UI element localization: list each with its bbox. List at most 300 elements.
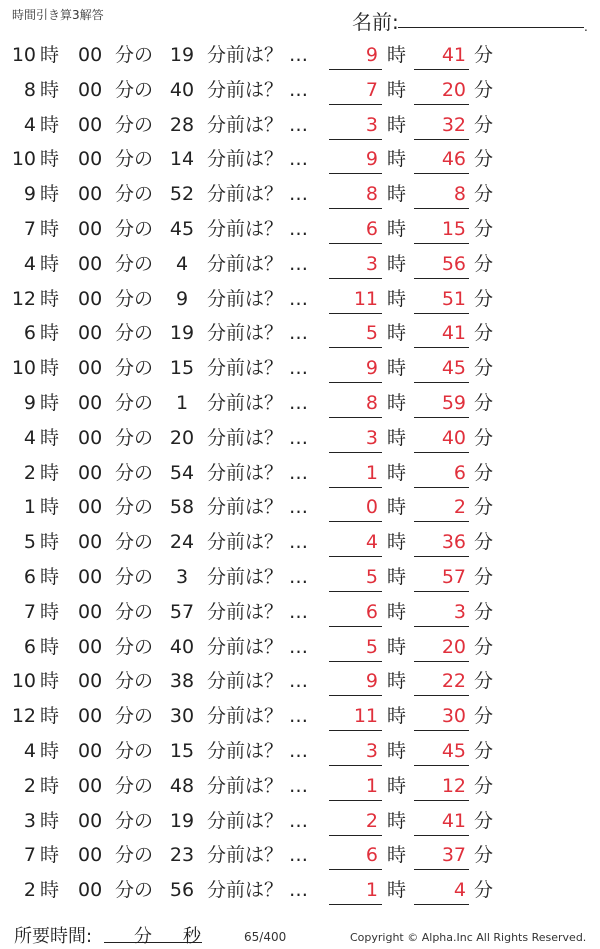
problem-row [0, 38, 600, 73]
start-minutes: 00 [78, 565, 103, 588]
start-minutes: 00 [78, 78, 103, 101]
answer-minutes[interactable]: 22 [441, 670, 466, 693]
answer-hour-line [329, 626, 382, 627]
answer-hour-unit: 時 [387, 391, 407, 414]
answer-minutes-unit: 分 [474, 705, 494, 728]
minutes-before: 4 [175, 252, 189, 275]
start-hour: 7 [23, 600, 36, 623]
question-suffix: 分前は？ … [207, 809, 309, 832]
time-minutes-label: 分 [134, 926, 152, 947]
answer-hour-line [329, 835, 382, 836]
start-hour: 12 [11, 287, 36, 310]
answer-hour-unit: 時 [387, 739, 407, 762]
start-hour: 2 [23, 774, 36, 797]
answer-minutes-unit: 分 [474, 391, 494, 414]
answer-minutes-unit: 分 [474, 217, 494, 240]
answer-minutes-line [414, 904, 469, 905]
answer-hour-unit: 時 [387, 565, 407, 588]
minutes-before: 28 [169, 113, 195, 136]
question-suffix: 分前は？ … [207, 879, 309, 902]
answer-hour[interactable]: 1 [365, 879, 378, 902]
answer-hour-unit: 時 [387, 322, 407, 345]
minutes-of-label: 分の [115, 739, 154, 762]
answer-hour[interactable]: 3 [365, 739, 378, 762]
time-taken-label: 所要時間: [14, 926, 93, 947]
answer-minutes[interactable]: 4 [453, 879, 466, 902]
start-minutes: 00 [78, 531, 103, 554]
question-suffix: 分前は？ … [207, 113, 309, 136]
start-hour: 9 [23, 183, 36, 206]
question-suffix: 分前は？ … [207, 705, 309, 728]
start-hour: 10 [11, 357, 36, 380]
hour-unit: 時 [40, 78, 60, 101]
minutes-of-label: 分の [115, 183, 154, 206]
problem-row [0, 769, 600, 804]
answer-minutes[interactable]: 51 [441, 287, 466, 310]
answer-minutes[interactable]: 37 [441, 844, 466, 867]
start-hour: 9 [23, 391, 36, 414]
answer-hour-unit: 時 [387, 461, 407, 484]
name-field-line[interactable] [398, 27, 584, 28]
answer-hour[interactable]: 5 [365, 635, 378, 658]
minutes-of-label: 分の [115, 670, 154, 693]
hour-unit: 時 [40, 774, 60, 797]
minutes-of-label: 分の [115, 531, 154, 554]
answer-minutes-unit: 分 [474, 531, 494, 554]
answer-hour-unit: 時 [387, 844, 407, 867]
minutes-before: 14 [169, 148, 195, 171]
answer-minutes-unit: 分 [474, 670, 494, 693]
hour-unit: 時 [40, 391, 60, 414]
answer-hour[interactable]: 9 [365, 148, 378, 171]
answer-hour[interactable]: 4 [365, 531, 378, 554]
minutes-of-label: 分の [115, 565, 154, 588]
minutes-of-label: 分の [115, 322, 154, 345]
answer-minutes-unit: 分 [474, 600, 494, 623]
answer-minutes-line [414, 730, 469, 731]
answer-minutes-unit: 分 [474, 879, 494, 902]
answer-hour-unit: 時 [387, 670, 407, 693]
answer-minutes-unit: 分 [474, 252, 494, 275]
minutes-before: 40 [169, 78, 195, 101]
answer-hour[interactable]: 3 [365, 426, 378, 449]
question-suffix: 分前は？ … [207, 148, 309, 171]
answer-hour-unit: 時 [387, 496, 407, 519]
start-hour: 4 [23, 739, 36, 762]
problem-row [0, 177, 600, 212]
minutes-before: 30 [169, 705, 195, 728]
answer-minutes-unit: 分 [474, 78, 494, 101]
problem-row [0, 873, 600, 908]
answer-minutes[interactable]: 2 [453, 496, 466, 519]
answer-hour[interactable]: 1 [365, 461, 378, 484]
answer-minutes[interactable]: 45 [441, 739, 466, 762]
hour-unit: 時 [40, 148, 60, 171]
answer-minutes-line [414, 661, 469, 662]
start-minutes: 00 [78, 322, 103, 345]
start-minutes: 00 [78, 391, 103, 414]
start-minutes: 00 [78, 287, 103, 310]
start-hour: 6 [23, 322, 36, 345]
answer-minutes-line [414, 104, 469, 105]
answer-minutes-line [414, 173, 469, 174]
question-suffix: 分前は？ … [207, 391, 309, 414]
problem-row [0, 664, 600, 699]
start-hour: 10 [11, 148, 36, 171]
answer-minutes-line [414, 313, 469, 314]
answer-minutes[interactable]: 15 [441, 217, 466, 240]
answer-minutes-unit: 分 [474, 461, 494, 484]
problem-row [0, 316, 600, 351]
copyright-text: Copyright © Alpha.Inc All Rights Reserved. [350, 931, 587, 944]
start-minutes: 00 [78, 113, 103, 136]
answer-minutes-unit: 分 [474, 426, 494, 449]
start-minutes: 00 [78, 774, 103, 797]
answer-hour-line [329, 452, 382, 453]
answer-hour-unit: 時 [387, 531, 407, 554]
question-suffix: 分前は？ … [207, 844, 309, 867]
start-hour: 3 [23, 809, 36, 832]
answer-hour[interactable]: 1 [365, 774, 378, 797]
hour-unit: 時 [40, 217, 60, 240]
answer-minutes-unit: 分 [474, 739, 494, 762]
answer-minutes-unit: 分 [474, 809, 494, 832]
start-hour: 5 [23, 531, 36, 554]
question-suffix: 分前は？ … [207, 217, 309, 240]
hour-unit: 時 [40, 287, 60, 310]
answer-hour-line [329, 591, 382, 592]
answer-minutes-line [414, 869, 469, 870]
start-hour: 8 [23, 78, 36, 101]
problem-row [0, 73, 600, 108]
answer-minutes[interactable]: 12 [441, 774, 466, 797]
start-hour: 6 [23, 565, 36, 588]
minutes-of-label: 分の [115, 844, 154, 867]
answer-hour[interactable]: 9 [365, 670, 378, 693]
question-suffix: 分前は？ … [207, 357, 309, 380]
name-line-dot: . [584, 20, 588, 34]
hour-unit: 時 [40, 600, 60, 623]
minutes-of-label: 分の [115, 391, 154, 414]
start-minutes: 00 [78, 44, 103, 66]
answer-minutes-line [414, 591, 469, 592]
answer-hour[interactable]: 8 [365, 183, 378, 206]
answer-minutes[interactable]: 32 [441, 113, 466, 136]
answer-minutes-unit: 分 [474, 496, 494, 519]
answer-minutes-line [414, 417, 469, 418]
minutes-of-label: 分の [115, 461, 154, 484]
answer-hour-unit: 時 [387, 113, 407, 136]
minutes-before: 24 [169, 531, 195, 554]
problem-row [0, 490, 600, 525]
start-hour: 2 [23, 879, 36, 902]
answer-hour-unit: 時 [387, 635, 407, 658]
start-minutes: 00 [78, 844, 103, 867]
minutes-of-label: 分の [115, 357, 154, 380]
answer-hour-unit: 時 [387, 705, 407, 728]
answer-minutes-line [414, 382, 469, 383]
start-minutes: 00 [78, 461, 103, 484]
question-suffix: 分前は？ … [207, 461, 309, 484]
problem-row [0, 560, 600, 595]
minutes-before: 45 [169, 217, 195, 240]
hour-unit: 時 [40, 809, 60, 832]
answer-minutes[interactable]: 57 [441, 565, 466, 588]
minutes-before: 3 [175, 565, 189, 588]
answer-hour[interactable]: 5 [365, 322, 378, 345]
answer-minutes[interactable]: 20 [441, 78, 466, 101]
question-suffix: 分前は？ … [207, 322, 309, 345]
minutes-of-label: 分の [115, 809, 154, 832]
minutes-before: 56 [169, 879, 195, 902]
start-minutes: 00 [78, 183, 103, 206]
answer-hour-unit: 時 [387, 774, 407, 797]
answer-hour-line [329, 904, 382, 905]
problem-row [0, 838, 600, 873]
question-suffix: 分前は？ … [207, 426, 309, 449]
answer-minutes[interactable]: 41 [441, 322, 466, 345]
answer-minutes[interactable]: 6 [453, 461, 466, 484]
start-minutes: 00 [78, 357, 103, 380]
answer-minutes-line [414, 452, 469, 453]
name-label: 名前: [352, 10, 399, 34]
start-hour: 4 [23, 113, 36, 136]
answer-hour-line [329, 208, 382, 209]
answer-minutes-line [414, 626, 469, 627]
minutes-of-label: 分の [115, 879, 154, 902]
answer-hour-unit: 時 [387, 252, 407, 275]
minutes-of-label: 分の [115, 217, 154, 240]
answer-hour[interactable]: 3 [365, 252, 378, 275]
problem-row [0, 456, 600, 491]
problem-row [0, 142, 600, 177]
answer-hour-line [329, 521, 382, 522]
answer-minutes-line [414, 69, 469, 70]
answer-minutes[interactable]: 41 [441, 809, 466, 832]
answer-minutes[interactable]: 56 [441, 252, 466, 275]
answer-minutes[interactable]: 20 [441, 635, 466, 658]
minutes-before: 1 [175, 391, 189, 414]
answer-minutes-line [414, 695, 469, 696]
answer-minutes[interactable]: 30 [441, 705, 466, 728]
start-hour: 7 [23, 217, 36, 240]
answer-minutes-unit: 分 [474, 183, 494, 206]
minutes-before: 9 [175, 287, 189, 310]
question-suffix: 分前は？ … [207, 78, 309, 101]
answer-hour-line [329, 382, 382, 383]
hour-unit: 時 [40, 670, 60, 693]
problem-row [0, 421, 600, 456]
answer-minutes-line [414, 521, 469, 522]
question-suffix: 分前は？ … [207, 531, 309, 554]
minutes-before: 48 [169, 774, 195, 797]
minutes-of-label: 分の [115, 774, 154, 797]
answer-minutes-line [414, 765, 469, 766]
answer-minutes-line [414, 835, 469, 836]
answer-hour-line [329, 695, 382, 696]
minutes-of-label: 分の [115, 113, 154, 136]
answer-minutes-unit: 分 [474, 844, 494, 867]
answer-hour-line [329, 730, 382, 731]
time-seconds-label: 秒 [183, 926, 201, 947]
answer-hour[interactable]: 2 [365, 809, 378, 832]
answer-minutes-line [414, 208, 469, 209]
minutes-of-label: 分の [115, 78, 154, 101]
minutes-before: 15 [169, 357, 195, 380]
hour-unit: 時 [40, 183, 60, 206]
answer-hour-unit: 時 [387, 78, 407, 101]
answer-minutes-unit: 分 [474, 565, 494, 588]
answer-hour-unit: 時 [387, 600, 407, 623]
minutes-before: 58 [169, 496, 195, 519]
minutes-of-label: 分の [115, 705, 154, 728]
answer-minutes-unit: 分 [474, 774, 494, 797]
answer-minutes-line [414, 278, 469, 279]
answer-minutes[interactable]: 59 [441, 391, 466, 414]
answer-minutes-unit: 分 [474, 357, 494, 380]
problem-row [0, 351, 600, 386]
minutes-of-label: 分の [115, 44, 154, 66]
problem-row [0, 630, 600, 665]
answer-hour[interactable]: 9 [365, 357, 378, 380]
answer-minutes[interactable]: 36 [441, 531, 466, 554]
answer-minutes[interactable]: 41 [441, 44, 466, 66]
answer-hour[interactable]: 5 [365, 565, 378, 588]
question-suffix: 分前は？ … [207, 565, 309, 588]
answer-minutes[interactable]: 3 [453, 600, 466, 623]
answer-minutes-line [414, 243, 469, 244]
minutes-of-label: 分の [115, 600, 154, 623]
answer-hour[interactable]: 7 [365, 78, 378, 101]
answer-minutes-unit: 分 [474, 148, 494, 171]
minutes-before: 19 [169, 44, 195, 66]
answer-hour-line [329, 869, 382, 870]
start-hour: 4 [23, 426, 36, 449]
minutes-of-label: 分の [115, 252, 154, 275]
hour-unit: 時 [40, 496, 60, 519]
answer-hour-line [329, 173, 382, 174]
start-hour: 4 [23, 252, 36, 275]
start-minutes: 00 [78, 496, 103, 519]
answer-hour[interactable]: 3 [365, 113, 378, 136]
start-minutes: 00 [78, 635, 103, 658]
answer-hour-line [329, 313, 382, 314]
answer-hour-line [329, 243, 382, 244]
start-minutes: 00 [78, 217, 103, 240]
problem-row [0, 282, 600, 317]
problem-row [0, 386, 600, 421]
minutes-of-label: 分の [115, 148, 154, 171]
answer-hour-unit: 時 [387, 217, 407, 240]
answer-hour-line [329, 104, 382, 105]
start-minutes: 00 [78, 600, 103, 623]
start-minutes: 00 [78, 670, 103, 693]
problem-row [0, 734, 600, 769]
start-minutes: 00 [78, 809, 103, 832]
answer-hour-line [329, 278, 382, 279]
answer-hour[interactable]: 6 [365, 600, 378, 623]
minutes-before: 57 [169, 600, 195, 623]
minutes-before: 54 [169, 461, 195, 484]
answer-hour[interactable]: 9 [365, 44, 378, 66]
answer-minutes[interactable]: 40 [441, 426, 466, 449]
question-suffix: 分前は？ … [207, 252, 309, 275]
minutes-before: 38 [169, 670, 195, 693]
hour-unit: 時 [40, 531, 60, 554]
answer-hour-line [329, 800, 382, 801]
minutes-before: 15 [169, 739, 195, 762]
start-hour: 10 [11, 44, 36, 66]
answer-hour-unit: 時 [387, 879, 407, 902]
answer-hour-unit: 時 [387, 809, 407, 832]
start-minutes: 00 [78, 252, 103, 275]
answer-hour[interactable]: 11 [353, 705, 378, 728]
hour-unit: 時 [40, 44, 60, 66]
minutes-of-label: 分の [115, 426, 154, 449]
start-minutes: 00 [78, 426, 103, 449]
minutes-before: 23 [169, 844, 195, 867]
hour-unit: 時 [40, 322, 60, 345]
question-suffix: 分前は？ … [207, 739, 309, 762]
answer-hour[interactable]: 6 [365, 217, 378, 240]
start-minutes: 00 [78, 739, 103, 762]
problem-list [0, 38, 600, 908]
hour-unit: 時 [40, 879, 60, 902]
problem-row [0, 595, 600, 630]
start-hour: 6 [23, 635, 36, 658]
start-minutes: 00 [78, 148, 103, 171]
start-minutes: 00 [78, 705, 103, 728]
answer-hour-line [329, 765, 382, 766]
minutes-of-label: 分の [115, 496, 154, 519]
answer-minutes-unit: 分 [474, 322, 494, 345]
answer-hour[interactable]: 0 [365, 496, 378, 519]
answer-hour[interactable]: 8 [365, 391, 378, 414]
hour-unit: 時 [40, 565, 60, 588]
answer-minutes-unit: 分 [474, 113, 494, 136]
answer-hour-unit: 時 [387, 44, 407, 66]
answer-hour-line [329, 417, 382, 418]
hour-unit: 時 [40, 844, 60, 867]
problem-row [0, 108, 600, 143]
answer-minutes[interactable]: 8 [453, 183, 466, 206]
answer-minutes-line [414, 487, 469, 488]
hour-unit: 時 [40, 705, 60, 728]
problem-row [0, 212, 600, 247]
hour-unit: 時 [40, 252, 60, 275]
question-suffix: 分前は？ … [207, 496, 309, 519]
answer-hour-unit: 時 [387, 357, 407, 380]
answer-hour-unit: 時 [387, 183, 407, 206]
start-minutes: 00 [78, 879, 103, 902]
minutes-of-label: 分の [115, 287, 154, 310]
answer-hour[interactable]: 6 [365, 844, 378, 867]
hour-unit: 時 [40, 635, 60, 658]
hour-unit: 時 [40, 461, 60, 484]
hour-unit: 時 [40, 739, 60, 762]
question-suffix: 分前は？ … [207, 183, 309, 206]
answer-minutes-line [414, 800, 469, 801]
hour-unit: 時 [40, 426, 60, 449]
answer-hour[interactable]: 11 [353, 287, 378, 310]
worksheet-title: 時間引き算3解答 [12, 8, 104, 22]
hour-unit: 時 [40, 357, 60, 380]
answer-minutes[interactable]: 45 [441, 357, 466, 380]
answer-minutes[interactable]: 46 [441, 148, 466, 171]
answer-minutes-unit: 分 [474, 635, 494, 658]
problem-row [0, 525, 600, 560]
question-suffix: 分前は？ … [207, 600, 309, 623]
